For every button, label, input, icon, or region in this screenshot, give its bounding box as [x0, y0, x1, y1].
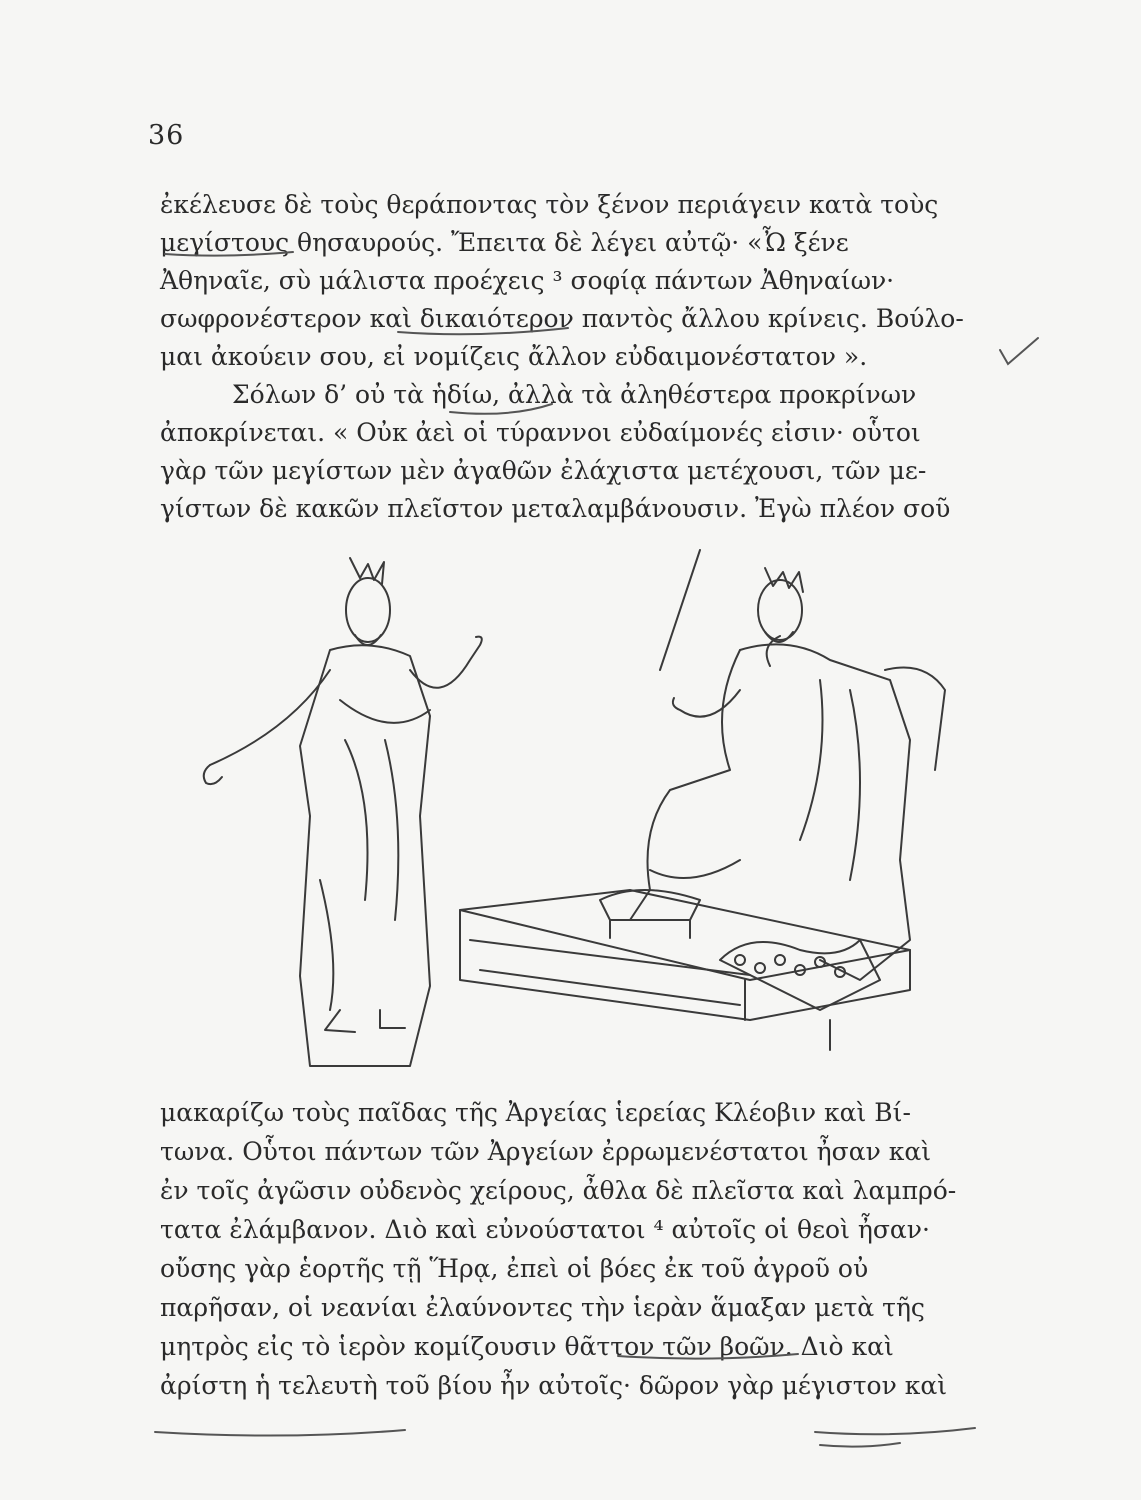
underline-mark: [155, 1430, 405, 1436]
text-line: ἐκέλευσε δὲ τοὺς θεράποντας τὸν ξένον περιάγειν κατὰ τοὺς: [160, 190, 939, 219]
standing-figure-icon: [204, 558, 482, 1066]
text-line: Σόλων δ’ οὐ τὰ ἡδίω, ἀλλὰ τὰ ἀληθέστερα προκρίνων: [232, 380, 917, 409]
text-line: ἀποκρίνεται. « Οὐκ ἀεὶ οἱ τύραννοι εὐδαίμονές εἰσιν· οὗτοι: [160, 418, 921, 447]
page-number: 36: [148, 120, 185, 151]
text-line: ἐν τοῖς ἀγῶσιν οὐδενὸς χείρους, ἆθλα δὲ πλεῖστα καὶ λαμπρό-: [160, 1176, 957, 1205]
text-block-bottom: [160, 1093, 990, 1405]
text-line: παρῆσαν, οἱ νεανίαι ἐλαύνοντες τὴν ἱερὰν ἅμαξαν μετὰ τῆς: [160, 1293, 925, 1322]
text-line: μεγίστους θησαυρούς. Ἔπειτα δὲ λέγει αὐτῷ· «Ὦ ξένε: [160, 228, 849, 257]
text-line: γὰρ τῶν μεγίστων μὲν ἀγαθῶν ἐλάχιστα μετέχουσι, τῶν με-: [160, 456, 927, 485]
text-line: μητρὸς εἰς τὸ ἱερὸν κομίζουσιν θᾶττον τῶν βοῶν. Διὸ καὶ: [160, 1332, 894, 1361]
text-line: γίστων δὲ κακῶν πλεῖστον μεταλαμβάνουσιν. Ἐγὼ πλέον σοῦ: [160, 494, 951, 523]
text-line: τατα ἐλάμβανον. Διὸ καὶ εὐνούστατοι ⁴ αὐτοῖς οἱ θεοὶ ἦσαν·: [160, 1215, 930, 1244]
solon-and-croesus-illustration: [180, 540, 980, 1085]
underline-mark: [820, 1443, 900, 1447]
underline-mark: [815, 1428, 975, 1434]
check-mark-icon: [1000, 338, 1038, 364]
text-line: Ἀθηναῖε, σὺ μάλιστα προέχεις ³ σοφίᾳ πάντων Ἀθηναίων·: [160, 266, 895, 295]
text-line: οὔσης γὰρ ἑορτῆς τῇ Ἥρᾳ, ἐπεὶ οἱ βόες ἐκ τοῦ ἀγροῦ οὐ: [160, 1254, 869, 1283]
text-line: μαι ἀκούειν σου, εἰ νομίζεις ἄλλον εὐδαιμονέστατον ».: [160, 342, 868, 371]
text-line: τωνα. Οὗτοι πάντων τῶν Ἀργείων ἐρρωμενέστατοι ἦσαν καὶ: [160, 1137, 932, 1166]
text-block-top: [160, 186, 990, 528]
text-line: μακαρίζω τοὺς παῖδας τῆς Ἀργείας ἱερείας Κλέοβιν καὶ Βί-: [160, 1098, 911, 1127]
throne-platform-icon: [460, 890, 910, 1020]
text-line: σωφρονέστερον καὶ δικαιότερον παντὸς ἄλλου κρίνεις. Βούλο-: [160, 304, 964, 333]
text-line: ἀρίστη ἡ τελευτὴ τοῦ βίου ἦν αὐτοῖς· δῶρον γὰρ μέγιστον καὶ: [160, 1371, 948, 1400]
